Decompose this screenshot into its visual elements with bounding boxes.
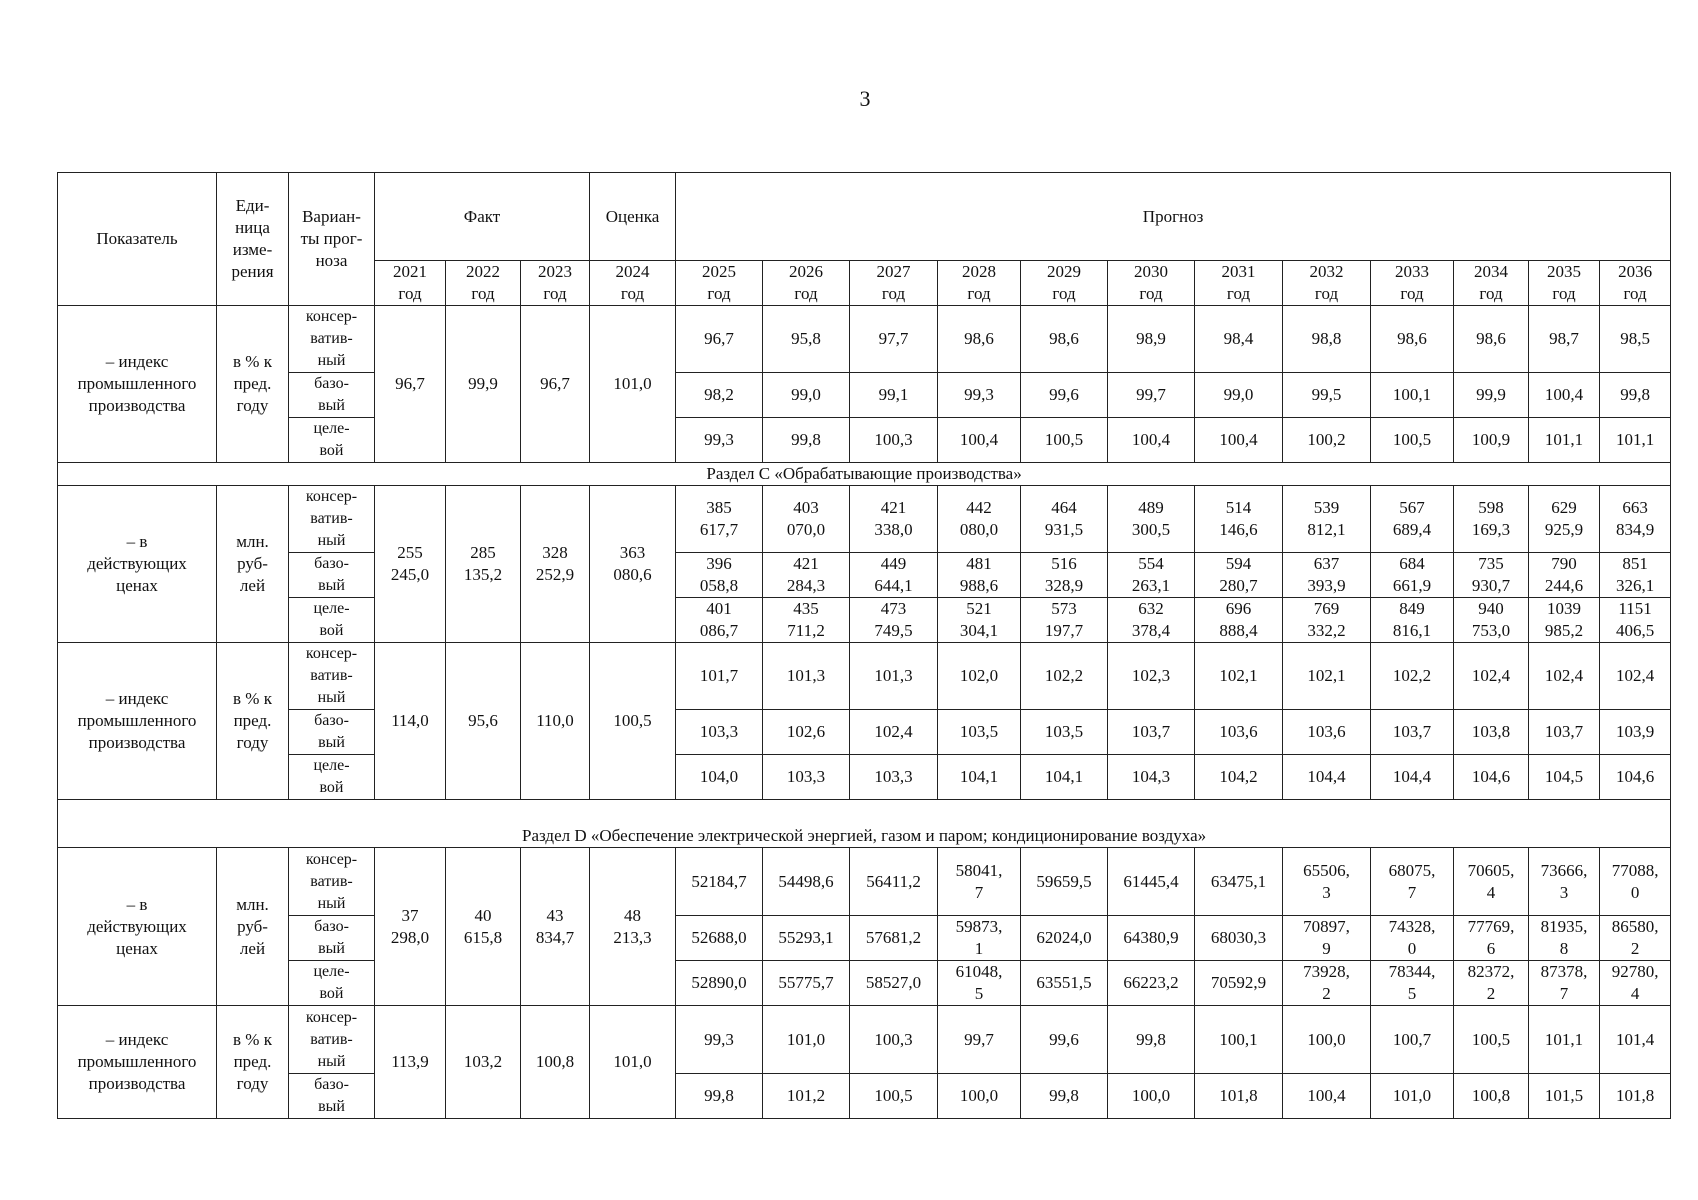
forecast-value-cell: 54498,6 xyxy=(763,848,850,916)
variant-cell: консер- ватив- ный xyxy=(289,486,375,553)
indicator-cell: – индекс промышленного производства xyxy=(58,643,217,800)
forecast-value-cell: 567 689,4 xyxy=(1371,486,1454,553)
variant-cell: целе- вой xyxy=(289,755,375,800)
forecast-value-cell: 100,7 xyxy=(1371,1006,1454,1074)
variant-cell: консер- ватив- ный xyxy=(289,848,375,916)
forecast-value-cell: 52688,0 xyxy=(676,916,763,961)
forecast-value-cell: 61048, 5 xyxy=(938,961,1021,1006)
forecast-value-cell: 98,8 xyxy=(1283,306,1371,373)
forecast-value-cell: 403 070,0 xyxy=(763,486,850,553)
fact-value-cell: 100,5 xyxy=(590,643,676,800)
header-variant: Вариан- ты прог- ноза xyxy=(289,173,375,306)
unit-cell: в % к пред. году xyxy=(217,643,289,800)
table-row xyxy=(58,598,1671,643)
forecast-value-cell: 101,8 xyxy=(1600,1074,1671,1119)
fact-value-cell: 95,6 xyxy=(446,643,521,800)
forecast-value-cell: 514 146,6 xyxy=(1195,486,1283,553)
forecast-value-cell: 100,4 xyxy=(1283,1074,1371,1119)
header-fact: Факт xyxy=(375,173,590,261)
forecast-value-cell: 102,2 xyxy=(1371,643,1454,710)
forecast-value-cell: 99,6 xyxy=(1021,1006,1108,1074)
forecast-value-cell: 61445,4 xyxy=(1108,848,1195,916)
section-title: Раздел D «Обеспечение электрической энергией, газом и паром; кондиционирование воздуха» xyxy=(58,800,1671,848)
forecast-value-cell: 101,3 xyxy=(763,643,850,710)
forecast-value-cell: 102,1 xyxy=(1283,643,1371,710)
forecast-value-cell: 101,7 xyxy=(676,643,763,710)
variant-cell: базо- вый xyxy=(289,710,375,755)
forecast-value-cell: 99,3 xyxy=(676,1006,763,1074)
forecast-value-cell: 99,8 xyxy=(1108,1006,1195,1074)
forecast-value-cell: 104,4 xyxy=(1283,755,1371,800)
forecast-value-cell: 104,6 xyxy=(1454,755,1529,800)
forecast-value-cell: 100,5 xyxy=(1371,418,1454,463)
forecast-value-cell: 68075, 7 xyxy=(1371,848,1454,916)
header-year: 2030 год xyxy=(1108,261,1195,306)
variant-cell: базо- вый xyxy=(289,916,375,961)
forecast-value-cell: 104,1 xyxy=(1021,755,1108,800)
forecast-value-cell: 101,0 xyxy=(763,1006,850,1074)
forecast-value-cell: 81935, 8 xyxy=(1529,916,1600,961)
forecast-value-cell: 92780, 4 xyxy=(1600,961,1671,1006)
table-row xyxy=(58,418,1671,463)
header-year: 2028 год xyxy=(938,261,1021,306)
forecast-value-cell: 99,6 xyxy=(1021,373,1108,418)
forecast-value-cell: 99,8 xyxy=(676,1074,763,1119)
header-year: 2021 год xyxy=(375,261,446,306)
forecast-value-cell: 100,8 xyxy=(1454,1074,1529,1119)
fact-value-cell: 114,0 xyxy=(375,643,446,800)
forecast-value-cell: 102,3 xyxy=(1108,643,1195,710)
forecast-value-cell: 57681,2 xyxy=(850,916,938,961)
forecast-value-cell: 396 058,8 xyxy=(676,553,763,598)
forecast-value-cell: 594 280,7 xyxy=(1195,553,1283,598)
forecast-value-cell: 98,6 xyxy=(1371,306,1454,373)
forecast-value-cell: 769 332,2 xyxy=(1283,598,1371,643)
indicator-cell: – индекс промышленного производства xyxy=(58,306,217,463)
forecast-value-cell: 99,1 xyxy=(850,373,938,418)
forecast-value-cell: 539 812,1 xyxy=(1283,486,1371,553)
forecast-value-cell: 58527,0 xyxy=(850,961,938,1006)
forecast-value-cell: 99,0 xyxy=(763,373,850,418)
fact-value-cell: 110,0 xyxy=(521,643,590,800)
forecast-value-cell: 104,4 xyxy=(1371,755,1454,800)
forecast-value-cell: 100,3 xyxy=(850,418,938,463)
forecast-value-cell: 100,9 xyxy=(1454,418,1529,463)
forecast-value-cell: 637 393,9 xyxy=(1283,553,1371,598)
forecast-value-cell: 100,0 xyxy=(1283,1006,1371,1074)
forecast-value-cell: 100,4 xyxy=(1195,418,1283,463)
forecast-value-cell: 103,5 xyxy=(1021,710,1108,755)
unit-cell: млн. руб- лей xyxy=(217,848,289,1006)
fact-value-cell: 113,9 xyxy=(375,1006,446,1119)
forecast-value-cell: 74328, 0 xyxy=(1371,916,1454,961)
forecast-value-cell: 103,6 xyxy=(1283,710,1371,755)
forecast-value-cell: 102,4 xyxy=(850,710,938,755)
forecast-value-cell: 100,1 xyxy=(1371,373,1454,418)
table-row xyxy=(58,916,1671,961)
forecast-value-cell: 598 169,3 xyxy=(1454,486,1529,553)
table-row xyxy=(58,961,1671,1006)
forecast-value-cell: 421 338,0 xyxy=(850,486,938,553)
forecast-value-cell: 101,3 xyxy=(850,643,938,710)
indicator-cell: – индекс промышленного производства xyxy=(58,1006,217,1119)
forecast-value-cell: 104,1 xyxy=(938,755,1021,800)
forecast-value-cell: 421 284,3 xyxy=(763,553,850,598)
forecast-value-cell: 104,2 xyxy=(1195,755,1283,800)
forecast-value-cell: 521 304,1 xyxy=(938,598,1021,643)
table-row xyxy=(58,755,1671,800)
table-row xyxy=(58,1006,1671,1074)
fact-value-cell: 96,7 xyxy=(375,306,446,463)
forecast-value-cell: 103,9 xyxy=(1600,710,1671,755)
forecast-value-cell: 104,0 xyxy=(676,755,763,800)
fact-value-cell: 37 298,0 xyxy=(375,848,446,1006)
fact-value-cell: 363 080,6 xyxy=(590,486,676,643)
header-forecast: Прогноз xyxy=(676,173,1671,261)
fact-value-cell: 96,7 xyxy=(521,306,590,463)
forecast-value-cell: 98,6 xyxy=(1454,306,1529,373)
forecast-value-cell: 632 378,4 xyxy=(1108,598,1195,643)
variant-cell: целе- вой xyxy=(289,961,375,1006)
forecast-value-cell: 99,8 xyxy=(1021,1074,1108,1119)
forecast-value-cell: 82372, 2 xyxy=(1454,961,1529,1006)
fact-value-cell: 328 252,9 xyxy=(521,486,590,643)
forecast-value-cell: 464 931,5 xyxy=(1021,486,1108,553)
header-year: 2022 год xyxy=(446,261,521,306)
forecast-value-cell: 55775,7 xyxy=(763,961,850,1006)
header-year: 2034 год xyxy=(1454,261,1529,306)
forecast-value-cell: 102,0 xyxy=(938,643,1021,710)
forecast-value-cell: 629 925,9 xyxy=(1529,486,1600,553)
forecast-value-cell: 735 930,7 xyxy=(1454,553,1529,598)
fact-value-cell: 100,8 xyxy=(521,1006,590,1119)
forecast-value-cell: 790 244,6 xyxy=(1529,553,1600,598)
forecast-value-cell: 73928, 2 xyxy=(1283,961,1371,1006)
forecast-value-cell: 86580, 2 xyxy=(1600,916,1671,961)
forecast-value-cell: 100,3 xyxy=(850,1006,938,1074)
forecast-value-cell: 62024,0 xyxy=(1021,916,1108,961)
forecast-value-cell: 99,3 xyxy=(676,418,763,463)
forecast-value-cell: 70605, 4 xyxy=(1454,848,1529,916)
forecast-value-cell: 100,1 xyxy=(1195,1006,1283,1074)
forecast-value-cell: 98,4 xyxy=(1195,306,1283,373)
header-year: 2035 год xyxy=(1529,261,1600,306)
variant-cell: целе- вой xyxy=(289,418,375,463)
table-row xyxy=(58,553,1671,598)
forecast-value-cell: 99,7 xyxy=(938,1006,1021,1074)
fact-value-cell: 103,2 xyxy=(446,1006,521,1119)
forecast-value-cell: 554 263,1 xyxy=(1108,553,1195,598)
unit-cell: млн. руб- лей xyxy=(217,486,289,643)
forecast-value-cell: 103,5 xyxy=(938,710,1021,755)
forecast-value-cell: 435 711,2 xyxy=(763,598,850,643)
forecast-value-cell: 103,3 xyxy=(676,710,763,755)
forecast-value-cell: 663 834,9 xyxy=(1600,486,1671,553)
forecast-value-cell: 102,4 xyxy=(1454,643,1529,710)
unit-cell: в % к пред. году xyxy=(217,306,289,463)
forecast-value-cell: 99,8 xyxy=(763,418,850,463)
forecast-value-cell: 97,7 xyxy=(850,306,938,373)
forecast-value-cell: 100,0 xyxy=(938,1074,1021,1119)
forecast-value-cell: 63551,5 xyxy=(1021,961,1108,1006)
forecast-value-cell: 99,8 xyxy=(1600,373,1671,418)
forecast-value-cell: 849 816,1 xyxy=(1371,598,1454,643)
header-year: 2032 год xyxy=(1283,261,1371,306)
forecast-value-cell: 99,0 xyxy=(1195,373,1283,418)
forecast-value-cell: 851 326,1 xyxy=(1600,553,1671,598)
table-row xyxy=(58,1074,1671,1119)
variant-cell: целе- вой xyxy=(289,598,375,643)
forecast-value-cell: 104,5 xyxy=(1529,755,1600,800)
forecast-value-cell: 98,5 xyxy=(1600,306,1671,373)
forecast-value-cell: 101,1 xyxy=(1600,418,1671,463)
fact-value-cell: 101,0 xyxy=(590,306,676,463)
forecast-value-cell: 101,1 xyxy=(1529,1006,1600,1074)
forecast-value-cell: 102,2 xyxy=(1021,643,1108,710)
forecast-value-cell: 103,8 xyxy=(1454,710,1529,755)
forecast-value-cell: 99,9 xyxy=(1454,373,1529,418)
forecast-value-cell: 102,6 xyxy=(763,710,850,755)
forecast-value-cell: 70592,9 xyxy=(1195,961,1283,1006)
forecast-value-cell: 940 753,0 xyxy=(1454,598,1529,643)
forecast-value-cell: 102,4 xyxy=(1529,643,1600,710)
forecast-value-cell: 99,3 xyxy=(938,373,1021,418)
table-row xyxy=(58,848,1671,916)
variant-cell: базо- вый xyxy=(289,553,375,598)
header-year: 2029 год xyxy=(1021,261,1108,306)
variant-cell: консер- ватив- ный xyxy=(289,306,375,373)
forecast-value-cell: 100,0 xyxy=(1108,1074,1195,1119)
header-year: 2025 год xyxy=(676,261,763,306)
forecast-value-cell: 449 644,1 xyxy=(850,553,938,598)
forecast-value-cell: 70897, 9 xyxy=(1283,916,1371,961)
page-number: 3 xyxy=(859,86,871,111)
forecast-value-cell: 99,5 xyxy=(1283,373,1371,418)
fact-value-cell: 48 213,3 xyxy=(590,848,676,1006)
header-year: 2024 год xyxy=(590,261,676,306)
forecast-value-cell: 52890,0 xyxy=(676,961,763,1006)
forecast-value-cell: 481 988,6 xyxy=(938,553,1021,598)
unit-cell: в % к пред. году xyxy=(217,1006,289,1119)
forecast-value-cell: 98,2 xyxy=(676,373,763,418)
forecast-value-cell: 77769, 6 xyxy=(1454,916,1529,961)
section-title: Раздел C «Обрабатывающие производства» xyxy=(58,463,1671,486)
forecast-value-cell: 98,9 xyxy=(1108,306,1195,373)
table-row xyxy=(58,643,1671,710)
forecast-value-cell: 100,4 xyxy=(1108,418,1195,463)
header-year: 2023 год xyxy=(521,261,590,306)
forecast-value-cell: 78344, 5 xyxy=(1371,961,1454,1006)
forecast-value-cell: 103,7 xyxy=(1529,710,1600,755)
forecast-value-cell: 52184,7 xyxy=(676,848,763,916)
header-unit: Еди- ница изме- рения xyxy=(217,173,289,306)
fact-value-cell: 255 245,0 xyxy=(375,486,446,643)
forecast-value-cell: 99,7 xyxy=(1108,373,1195,418)
forecast-value-cell: 65506, 3 xyxy=(1283,848,1371,916)
fact-value-cell: 101,0 xyxy=(590,1006,676,1119)
forecast-value-cell: 102,1 xyxy=(1195,643,1283,710)
header-estimate: Оценка xyxy=(590,173,676,261)
header-year: 2036 год xyxy=(1600,261,1671,306)
forecast-value-cell: 100,5 xyxy=(1454,1006,1529,1074)
forecast-value-cell: 103,3 xyxy=(763,755,850,800)
forecast-value-cell: 77088, 0 xyxy=(1600,848,1671,916)
forecast-value-cell: 64380,9 xyxy=(1108,916,1195,961)
forecast-value-cell: 101,0 xyxy=(1371,1074,1454,1119)
forecast-value-cell: 100,2 xyxy=(1283,418,1371,463)
variant-cell: базо- вый xyxy=(289,1074,375,1119)
header-indicator: Показатель xyxy=(58,173,217,306)
forecast-value-cell: 104,6 xyxy=(1600,755,1671,800)
table-row xyxy=(58,306,1671,373)
fact-value-cell: 99,9 xyxy=(446,306,521,463)
forecast-value-cell: 385 617,7 xyxy=(676,486,763,553)
variant-cell: базо- вый xyxy=(289,373,375,418)
forecast-value-cell: 103,7 xyxy=(1108,710,1195,755)
forecast-value-cell: 101,2 xyxy=(763,1074,850,1119)
forecast-value-cell: 100,5 xyxy=(850,1074,938,1119)
table-row xyxy=(58,486,1671,553)
forecast-value-cell: 98,7 xyxy=(1529,306,1600,373)
forecast-value-cell: 98,6 xyxy=(1021,306,1108,373)
forecast-value-cell: 55293,1 xyxy=(763,916,850,961)
indicator-cell: – в действующих ценах xyxy=(58,848,217,1006)
forecast-value-cell: 1151 406,5 xyxy=(1600,598,1671,643)
forecast-value-cell: 59659,5 xyxy=(1021,848,1108,916)
variant-cell: консер- ватив- ный xyxy=(289,1006,375,1074)
forecast-value-cell: 101,5 xyxy=(1529,1074,1600,1119)
forecast-value-cell: 516 328,9 xyxy=(1021,553,1108,598)
header-year: 2026 год xyxy=(763,261,850,306)
forecast-value-cell: 56411,2 xyxy=(850,848,938,916)
forecast-value-cell: 103,6 xyxy=(1195,710,1283,755)
forecast-value-cell: 103,7 xyxy=(1371,710,1454,755)
forecast-value-cell: 101,8 xyxy=(1195,1074,1283,1119)
forecast-value-cell: 98,6 xyxy=(938,306,1021,373)
forecast-value-cell: 100,5 xyxy=(1021,418,1108,463)
forecast-value-cell: 101,4 xyxy=(1600,1006,1671,1074)
fact-value-cell: 40 615,8 xyxy=(446,848,521,1006)
header-year: 2031 год xyxy=(1195,261,1283,306)
indicator-cell: – в действующих ценах xyxy=(58,486,217,643)
forecast-value-cell: 442 080,0 xyxy=(938,486,1021,553)
forecast-table xyxy=(57,172,1671,1119)
forecast-value-cell: 101,1 xyxy=(1529,418,1600,463)
forecast-value-cell: 100,4 xyxy=(938,418,1021,463)
table-row xyxy=(58,710,1671,755)
forecast-value-cell: 66223,2 xyxy=(1108,961,1195,1006)
fact-value-cell: 43 834,7 xyxy=(521,848,590,1006)
table-row xyxy=(58,373,1671,418)
forecast-value-cell: 489 300,5 xyxy=(1108,486,1195,553)
forecast-value-cell: 100,4 xyxy=(1529,373,1600,418)
header-year: 2027 год xyxy=(850,261,938,306)
forecast-value-cell: 104,3 xyxy=(1108,755,1195,800)
forecast-value-cell: 58041, 7 xyxy=(938,848,1021,916)
forecast-value-cell: 68030,3 xyxy=(1195,916,1283,961)
forecast-value-cell: 103,3 xyxy=(850,755,938,800)
forecast-value-cell: 473 749,5 xyxy=(850,598,938,643)
forecast-value-cell: 401 086,7 xyxy=(676,598,763,643)
fact-value-cell: 285 135,2 xyxy=(446,486,521,643)
forecast-value-cell: 63475,1 xyxy=(1195,848,1283,916)
forecast-value-cell: 573 197,7 xyxy=(1021,598,1108,643)
forecast-value-cell: 696 888,4 xyxy=(1195,598,1283,643)
header-year: 2033 год xyxy=(1371,261,1454,306)
variant-cell: консер- ватив- ный xyxy=(289,643,375,710)
forecast-value-cell: 73666, 3 xyxy=(1529,848,1600,916)
forecast-value-cell: 96,7 xyxy=(676,306,763,373)
forecast-value-cell: 59873, 1 xyxy=(938,916,1021,961)
forecast-value-cell: 95,8 xyxy=(763,306,850,373)
forecast-value-cell: 102,4 xyxy=(1600,643,1671,710)
forecast-value-cell: 1039 985,2 xyxy=(1529,598,1600,643)
forecast-value-cell: 87378, 7 xyxy=(1529,961,1600,1006)
forecast-value-cell: 684 661,9 xyxy=(1371,553,1454,598)
